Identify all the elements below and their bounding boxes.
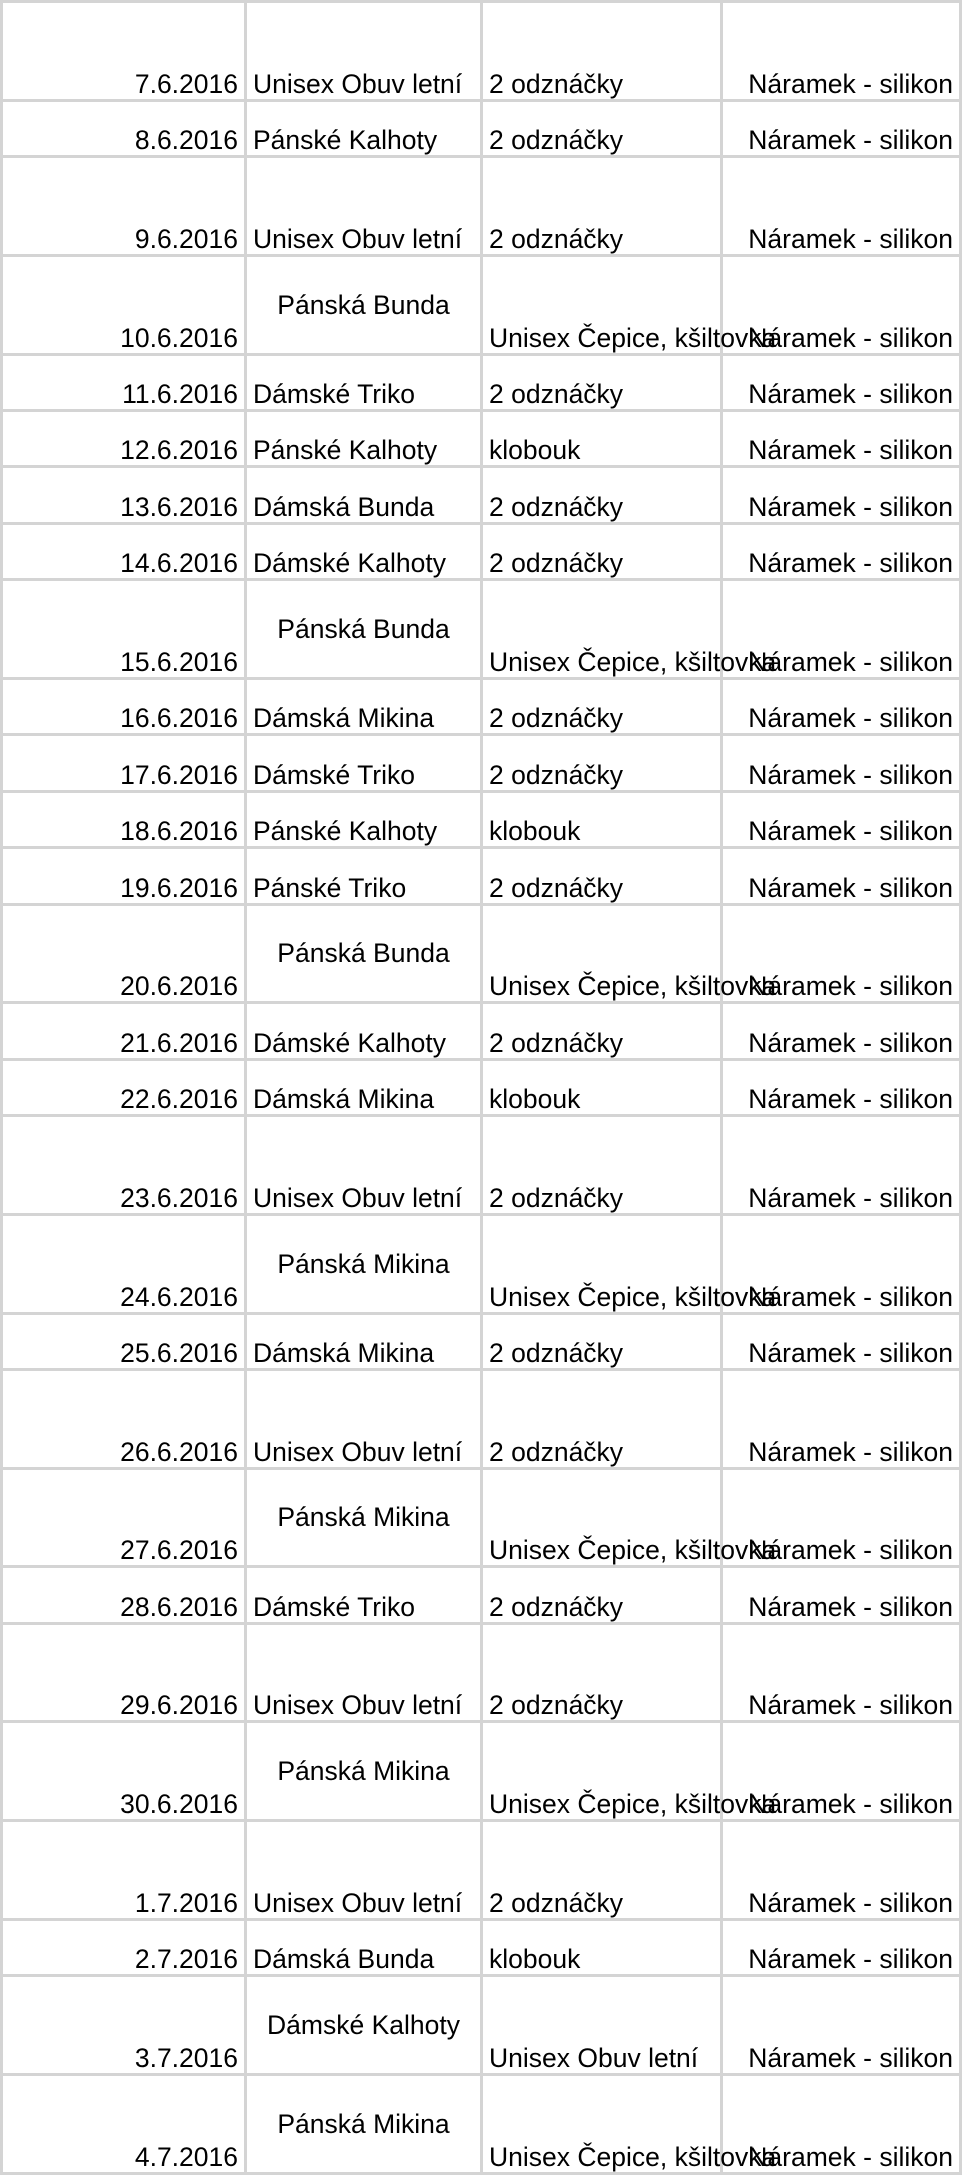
table-row [2, 467, 961, 523]
extra-cell: Unisex Čepice, kšiltovka [482, 255, 722, 354]
extra-cell: Unisex Obuv letní [482, 1976, 722, 2075]
date-cell: 15.6.2016 [2, 580, 246, 679]
gift-cell: Náramek - silikon [722, 1623, 961, 1722]
item-cell: Unisex Obuv letní [246, 157, 482, 256]
gift-cell: Náramek - silikon [722, 1369, 961, 1468]
table-row [2, 678, 961, 734]
gift-cell: Náramek - silikon [722, 1468, 961, 1567]
gift-cell: Náramek - silikon [722, 523, 961, 579]
gift-cell: Náramek - silikon [722, 1919, 961, 1975]
gift-cell: Náramek - silikon [722, 580, 961, 679]
gift-cell: Náramek - silikon [722, 1722, 961, 1821]
item-cell: Pánské Kalhoty [246, 410, 482, 466]
extra-cell: Unisex Čepice, kšiltovka [482, 580, 722, 679]
item-cell: Pánská Mikina [246, 1468, 482, 1567]
extra-cell: Unisex Čepice, kšiltovka [482, 1722, 722, 1821]
gift-cell: Náramek - silikon [722, 410, 961, 466]
item-cell: Dámské Kalhoty [246, 1003, 482, 1059]
date-cell: 14.6.2016 [2, 523, 246, 579]
date-cell: 24.6.2016 [2, 1214, 246, 1313]
table-row [2, 1313, 961, 1369]
item-cell: Pánská Bunda [246, 580, 482, 679]
date-cell: 27.6.2016 [2, 1468, 246, 1567]
table-row [2, 1116, 961, 1215]
item-cell: Dámské Triko [246, 735, 482, 791]
item-cell: Pánské Triko [246, 848, 482, 904]
date-cell: 11.6.2016 [2, 354, 246, 410]
schedule-table-body [2, 2, 961, 2174]
table-row [2, 2075, 961, 2174]
extra-cell: 2 odznáčky [482, 157, 722, 256]
table-row [2, 410, 961, 466]
gift-cell: Náramek - silikon [722, 735, 961, 791]
extra-cell: 2 odznáčky [482, 1369, 722, 1468]
table-row [2, 2, 961, 101]
extra-cell: 2 odznáčky [482, 354, 722, 410]
gift-cell: Náramek - silikon [722, 2075, 961, 2174]
table-row [2, 904, 961, 1003]
extra-cell: 2 odznáčky [482, 1623, 722, 1722]
extra-cell: 2 odznáčky [482, 1116, 722, 1215]
date-cell: 19.6.2016 [2, 848, 246, 904]
extra-cell: Unisex Čepice, kšiltovka [482, 904, 722, 1003]
item-cell: Dámská Mikina [246, 1059, 482, 1115]
item-cell: Dámská Bunda [246, 467, 482, 523]
table-row [2, 1722, 961, 1821]
item-cell: Pánská Bunda [246, 904, 482, 1003]
table-row [2, 1468, 961, 1567]
gift-cell: Náramek - silikon [722, 791, 961, 847]
extra-cell: 2 odznáčky [482, 735, 722, 791]
item-cell: Unisex Obuv letní [246, 2, 482, 101]
extra-cell: klobouk [482, 410, 722, 466]
date-cell: 17.6.2016 [2, 735, 246, 791]
table-row [2, 354, 961, 410]
date-cell: 26.6.2016 [2, 1369, 246, 1468]
table-row [2, 848, 961, 904]
date-cell: 3.7.2016 [2, 1976, 246, 2075]
table-row [2, 255, 961, 354]
gift-cell: Náramek - silikon [722, 255, 961, 354]
date-cell: 29.6.2016 [2, 1623, 246, 1722]
extra-cell: klobouk [482, 1059, 722, 1115]
table-row [2, 1821, 961, 1920]
item-cell: Dámská Mikina [246, 678, 482, 734]
gift-cell: Náramek - silikon [722, 1059, 961, 1115]
extra-cell: klobouk [482, 1919, 722, 1975]
gift-cell: Náramek - silikon [722, 1821, 961, 1920]
extra-cell: Unisex Čepice, kšiltovka [482, 2075, 722, 2174]
date-cell: 20.6.2016 [2, 904, 246, 1003]
date-cell: 28.6.2016 [2, 1567, 246, 1623]
item-cell: Dámská Mikina [246, 1313, 482, 1369]
extra-cell: klobouk [482, 791, 722, 847]
gift-cell: Náramek - silikon [722, 1116, 961, 1215]
item-cell: Pánské Kalhoty [246, 791, 482, 847]
table-row [2, 1976, 961, 2075]
table-row [2, 735, 961, 791]
item-cell: Dámské Kalhoty [246, 523, 482, 579]
gift-cell: Náramek - silikon [722, 1214, 961, 1313]
gift-cell: Náramek - silikon [722, 1567, 961, 1623]
date-cell: 4.7.2016 [2, 2075, 246, 2174]
date-cell: 12.6.2016 [2, 410, 246, 466]
date-cell: 9.6.2016 [2, 157, 246, 256]
extra-cell: 2 odznáčky [482, 1567, 722, 1623]
gift-cell: Náramek - silikon [722, 157, 961, 256]
date-cell: 16.6.2016 [2, 678, 246, 734]
table-row [2, 1567, 961, 1623]
date-cell: 18.6.2016 [2, 791, 246, 847]
table-row [2, 580, 961, 679]
item-cell: Dámská Bunda [246, 1919, 482, 1975]
date-cell: 23.6.2016 [2, 1116, 246, 1215]
date-cell: 8.6.2016 [2, 100, 246, 156]
gift-cell: Náramek - silikon [722, 100, 961, 156]
gift-cell: Náramek - silikon [722, 848, 961, 904]
item-cell: Pánská Mikina [246, 1722, 482, 1821]
gift-cell: Náramek - silikon [722, 1003, 961, 1059]
table-row [2, 1369, 961, 1468]
extra-cell: 2 odznáčky [482, 1313, 722, 1369]
item-cell: Pánská Mikina [246, 2075, 482, 2174]
date-cell: 2.7.2016 [2, 1919, 246, 1975]
item-cell: Dámské Kalhoty [246, 1976, 482, 2075]
item-cell: Pánská Bunda [246, 255, 482, 354]
item-cell: Unisex Obuv letní [246, 1116, 482, 1215]
gift-cell: Náramek - silikon [722, 904, 961, 1003]
item-cell: Dámské Triko [246, 354, 482, 410]
date-cell: 25.6.2016 [2, 1313, 246, 1369]
date-cell: 7.6.2016 [2, 2, 246, 101]
item-cell: Dámské Triko [246, 1567, 482, 1623]
date-cell: 10.6.2016 [2, 255, 246, 354]
date-cell: 30.6.2016 [2, 1722, 246, 1821]
extra-cell: 2 odznáčky [482, 1821, 722, 1920]
item-cell: Unisex Obuv letní [246, 1623, 482, 1722]
gift-cell: Náramek - silikon [722, 354, 961, 410]
gift-cell: Náramek - silikon [722, 2, 961, 101]
item-cell: Unisex Obuv letní [246, 1369, 482, 1468]
table-row [2, 523, 961, 579]
date-cell: 1.7.2016 [2, 1821, 246, 1920]
extra-cell: 2 odznáčky [482, 848, 722, 904]
table-row [2, 791, 961, 847]
item-cell: Pánská Mikina [246, 1214, 482, 1313]
extra-cell: 2 odznáčky [482, 467, 722, 523]
extra-cell: 2 odznáčky [482, 523, 722, 579]
item-cell: Pánské Kalhoty [246, 100, 482, 156]
table-row [2, 157, 961, 256]
extra-cell: 2 odznáčky [482, 678, 722, 734]
extra-cell: Unisex Čepice, kšiltovka [482, 1468, 722, 1567]
table-row [2, 100, 961, 156]
table-row [2, 1919, 961, 1975]
gift-cell: Náramek - silikon [722, 1976, 961, 2075]
extra-cell: 2 odznáčky [482, 100, 722, 156]
table-row [2, 1059, 961, 1115]
date-cell: 13.6.2016 [2, 467, 246, 523]
item-cell: Unisex Obuv letní [246, 1821, 482, 1920]
gift-cell: Náramek - silikon [722, 467, 961, 523]
gift-cell: Náramek - silikon [722, 678, 961, 734]
extra-cell: Unisex Čepice, kšiltovka [482, 1214, 722, 1313]
table-row [2, 1214, 961, 1313]
extra-cell: 2 odznáčky [482, 1003, 722, 1059]
table-row [2, 1003, 961, 1059]
date-cell: 22.6.2016 [2, 1059, 246, 1115]
extra-cell: 2 odznáčky [482, 2, 722, 101]
date-cell: 21.6.2016 [2, 1003, 246, 1059]
table-row [2, 1623, 961, 1722]
gift-cell: Náramek - silikon [722, 1313, 961, 1369]
